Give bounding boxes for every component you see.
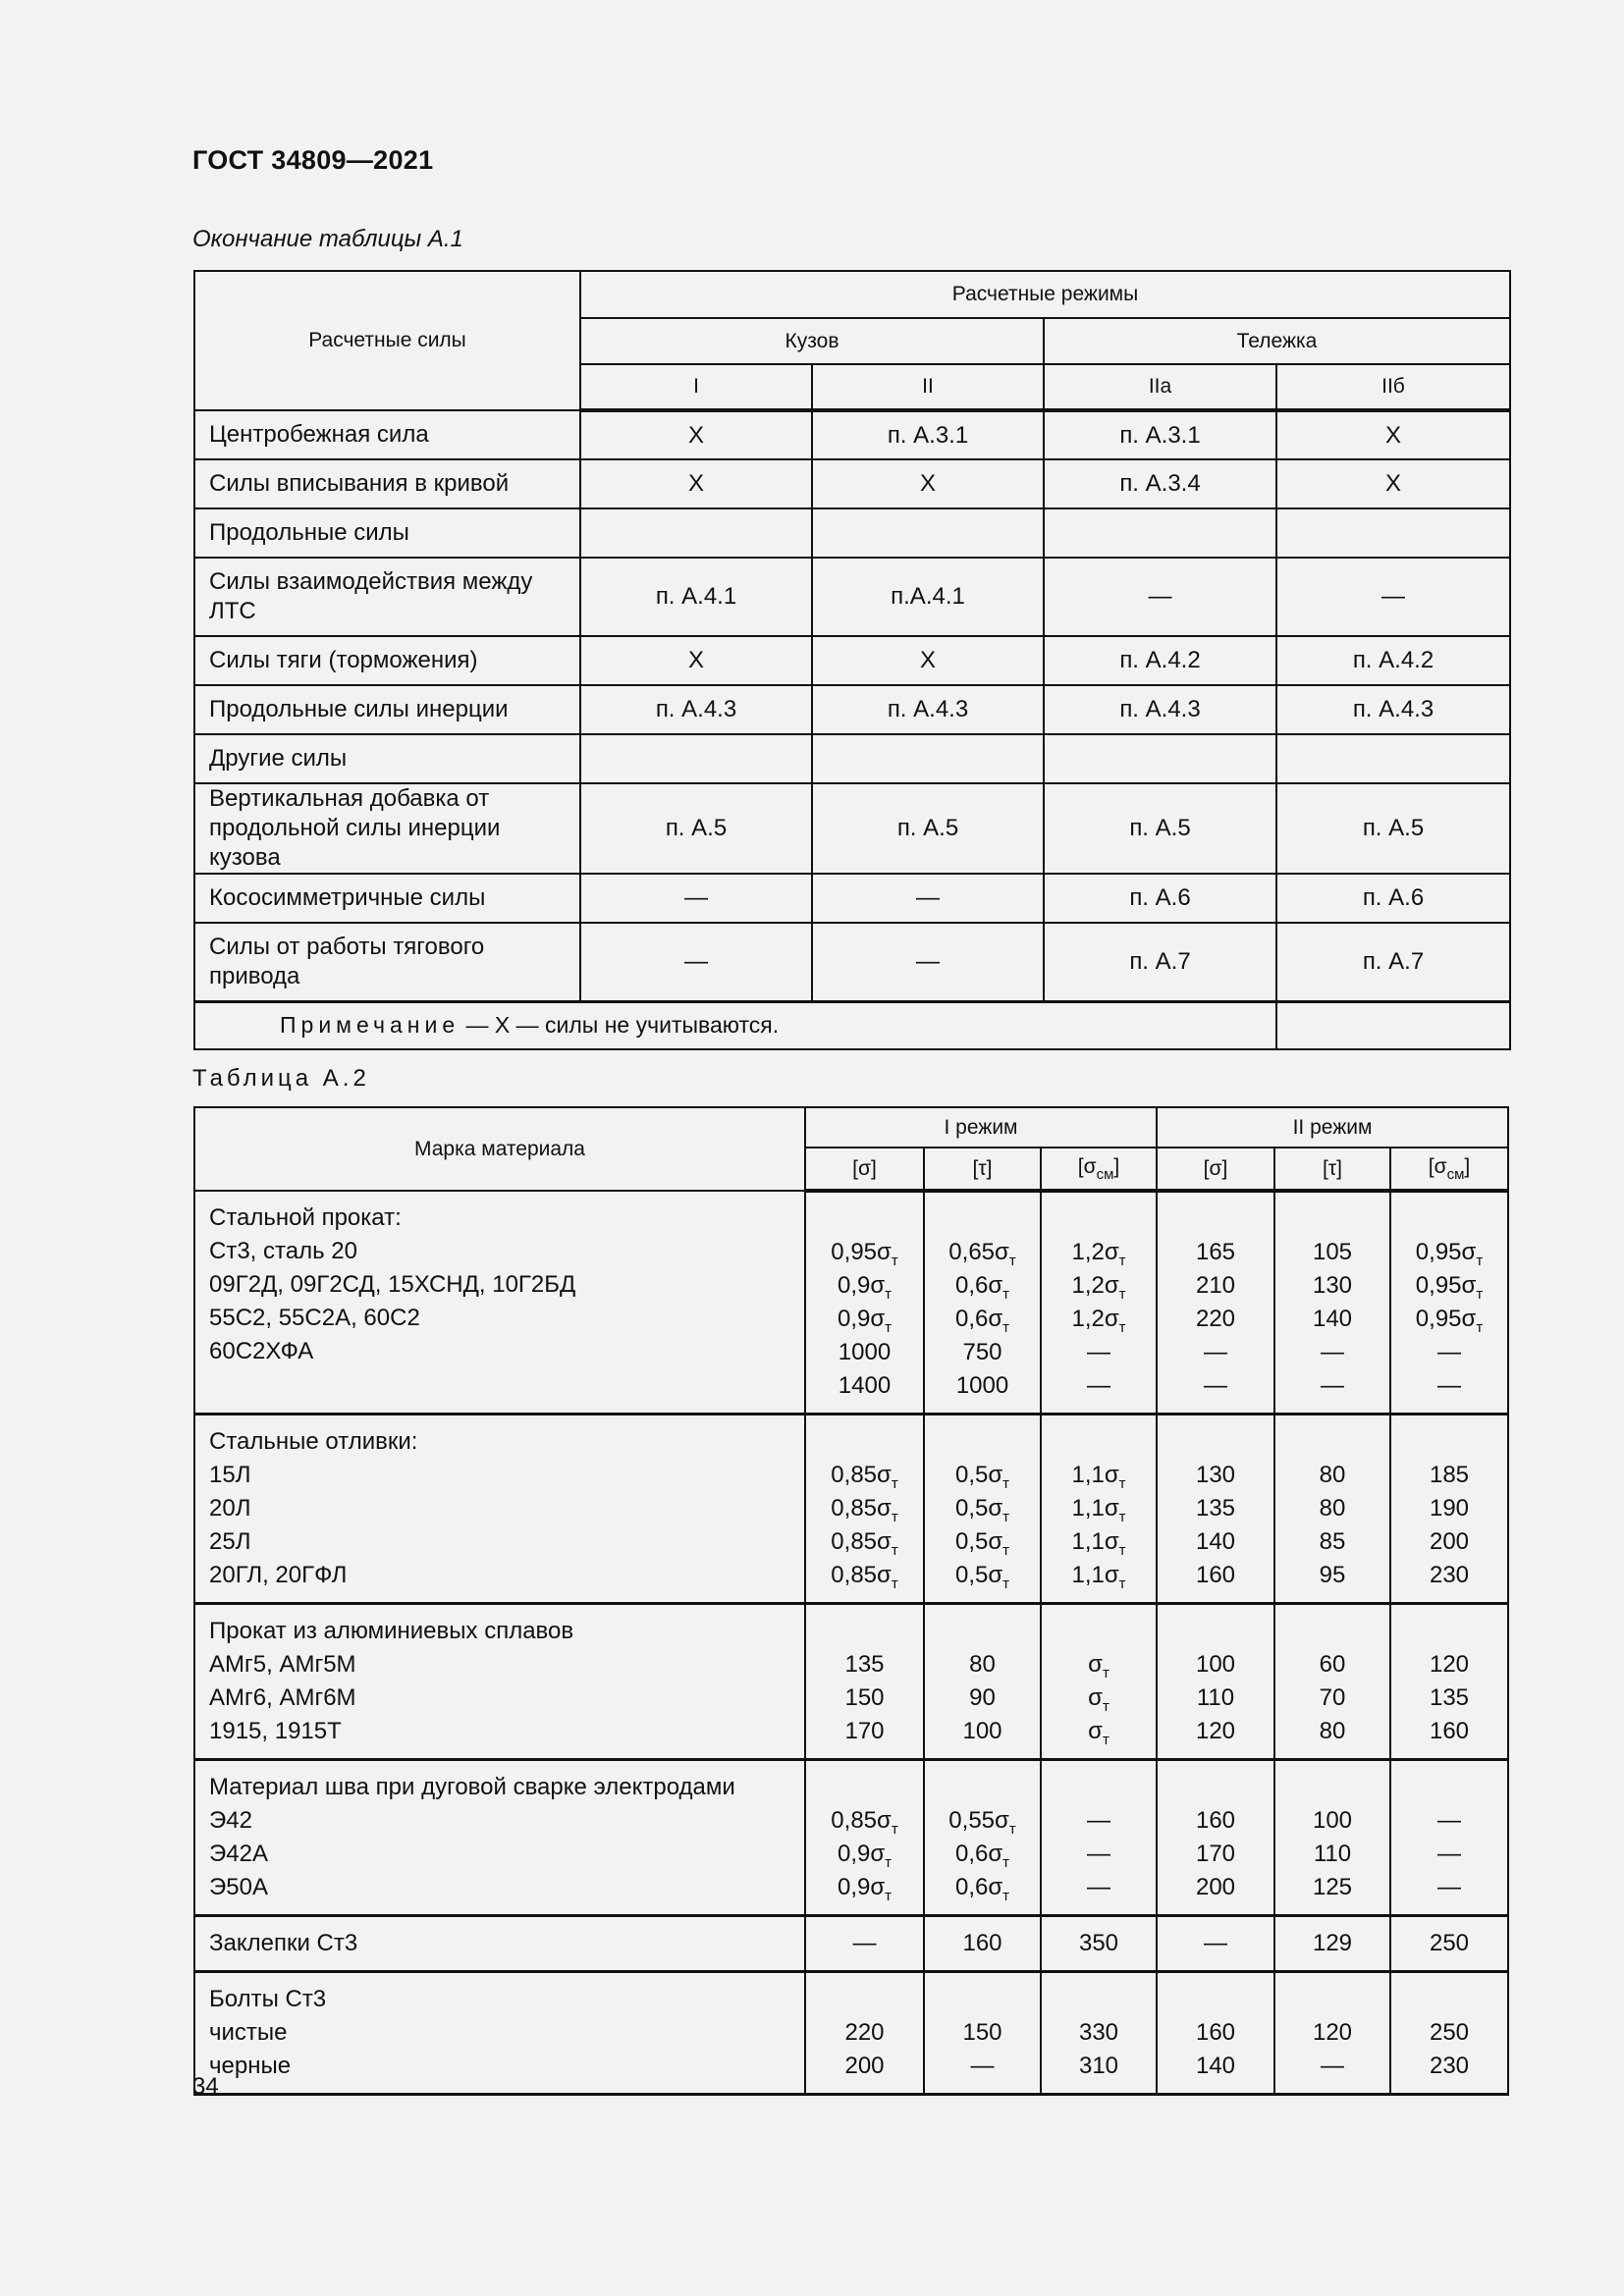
row-label: Силы тяги (торможения) [194, 636, 580, 685]
value-cell [1041, 1191, 1157, 1415]
document-title: ГОСТ 34809—2021 [192, 145, 434, 175]
value-line [806, 1615, 923, 1648]
value-line: 200 [1195, 1874, 1236, 1900]
value-line: 230 [1429, 1562, 1470, 1588]
table-a2 [193, 1106, 1509, 2096]
sub-header: [σ] [1157, 1148, 1274, 1191]
table-cell: п. А.7 [1044, 923, 1276, 1001]
page-number: 34 [192, 2073, 219, 2100]
row-label: Вертикальная добавка от продольной силы инерции кузова [194, 783, 580, 874]
value-line: 120 [1195, 1718, 1236, 1744]
table-cell [1276, 1001, 1510, 1049]
value-line: 140 [1312, 1306, 1353, 1332]
note-word: Примечание [280, 1012, 460, 1039]
value-line: 100 [962, 1718, 1002, 1744]
table-cell: X [812, 459, 1044, 508]
row-label: Кососимметричные силы [194, 874, 580, 923]
header-mode: IIб [1276, 364, 1510, 410]
material-line: Стальные отливки: [209, 1428, 418, 1455]
value-line: 100 [1312, 1807, 1353, 1834]
sub-header: $[\sigma_{см}]$ [1041, 1148, 1157, 1191]
value-line: $0,6\sigma_т$ [954, 1272, 1010, 1303]
value-line: $0,9\sigma_т$ [837, 1841, 893, 1871]
row-label: Другие силы [194, 734, 580, 783]
value-line [1042, 1771, 1156, 1804]
material-line: черные [209, 2053, 292, 2079]
table-row [194, 459, 1510, 508]
value-line: $\sigma_т$ [1088, 1684, 1110, 1715]
value-cell [1041, 1604, 1157, 1760]
table-cell: п. А.4.1 [580, 558, 812, 636]
value-line: 130 [1195, 1462, 1236, 1488]
table-cell: — [580, 923, 812, 1001]
table-cell: X [580, 410, 812, 459]
value-line: $0,9\sigma_т$ [837, 1874, 893, 1904]
table-cell: п.А.4.1 [812, 558, 1044, 636]
material-cell [194, 1415, 805, 1604]
row-label: Силы вписывания в кривой [194, 459, 580, 508]
value-line [1391, 1615, 1507, 1648]
value-line: 60 [1319, 1651, 1346, 1678]
value-line [1042, 1202, 1156, 1236]
value-cell [805, 1760, 924, 1916]
value-line: $1,2\sigma_т$ [1071, 1272, 1126, 1303]
value-line: 230 [1429, 2053, 1470, 2079]
value-line: $0,85\sigma_т$ [831, 1562, 898, 1592]
table-cell: п. А.6 [1044, 874, 1276, 923]
value-line: $0,65\sigma_т$ [948, 1239, 1016, 1269]
value-line: 80 [1319, 1462, 1346, 1488]
table-cell: п. А.5 [812, 783, 1044, 874]
table-cell: — [1276, 558, 1510, 636]
value-line: $0,85\sigma_т$ [831, 1807, 898, 1838]
value-line: $0,6\sigma_т$ [954, 1841, 1010, 1871]
value-cell [924, 1191, 1041, 1415]
value-line: — [1087, 1841, 1110, 1867]
table-cell: п. А.5 [1044, 783, 1276, 874]
value-cell [1274, 1604, 1390, 1760]
value-cell [924, 1972, 1041, 2095]
value-cell [1274, 1415, 1390, 1604]
table-row [194, 410, 1510, 459]
material-line: Э50А [209, 1874, 268, 1900]
value-line [925, 1983, 1040, 2016]
material-line: 20Л [209, 1495, 251, 1522]
sub-header: [τ] [924, 1148, 1041, 1191]
header-mode-2: II режим [1157, 1107, 1508, 1148]
value-cell [1041, 1916, 1157, 1972]
value-cell [924, 1415, 1041, 1604]
value-line [1391, 1202, 1507, 1236]
table-row [194, 1604, 1508, 1760]
table-row [194, 783, 1510, 874]
value-line: $0,85\sigma_т$ [831, 1528, 898, 1559]
value-line: 140 [1195, 2053, 1236, 2079]
value-line [1391, 1425, 1507, 1459]
value-line: — [1437, 1841, 1461, 1867]
value-line: 80 [969, 1651, 996, 1678]
table-cell: п. А.3.4 [1044, 459, 1276, 508]
value-line: 185 [1429, 1462, 1470, 1488]
value-line: 750 [962, 1339, 1002, 1365]
table-cell: — [580, 874, 812, 923]
table-cell: п. А.4.2 [1276, 636, 1510, 685]
value-line: 160 [962, 1930, 1002, 1956]
value-line: 210 [1195, 1272, 1236, 1299]
table-cell: X [1276, 410, 1510, 459]
value-cell [1390, 1191, 1508, 1415]
value-cell [805, 1415, 924, 1604]
header-mode-1: I режим [805, 1107, 1157, 1148]
value-line: $0,9\sigma_т$ [837, 1306, 893, 1336]
value-line: — [1437, 1874, 1461, 1900]
material-line: Стальной прокат: [209, 1204, 402, 1231]
value-line [1275, 1425, 1389, 1459]
row-label: Продольные силы [194, 508, 580, 558]
value-line: 170 [1195, 1841, 1236, 1867]
header-modes: Расчетные режимы [580, 271, 1510, 318]
table-cell [1276, 734, 1510, 783]
value-line: 80 [1319, 1495, 1346, 1522]
material-line: Прокат из алюминиевых сплавов [209, 1618, 574, 1644]
table-cell: X [580, 636, 812, 685]
value-line: $0,9\sigma_т$ [837, 1272, 893, 1303]
table-cell: п. А.5 [1276, 783, 1510, 874]
value-line: $0,55\sigma_т$ [948, 1807, 1016, 1838]
value-line: — [1321, 1339, 1344, 1365]
value-line: 85 [1319, 1528, 1346, 1555]
table-cell [1044, 734, 1276, 783]
value-line: 70 [1319, 1684, 1346, 1711]
table-cell [812, 508, 1044, 558]
header-mode: IIa [1044, 364, 1276, 410]
value-cell [1390, 1760, 1508, 1916]
table-cell: — [812, 923, 1044, 1001]
table-cell: п. А.6 [1276, 874, 1510, 923]
value-line: $0,5\sigma_т$ [954, 1528, 1010, 1559]
value-line: — [1087, 1372, 1110, 1399]
value-line: $0,85\sigma_т$ [831, 1462, 898, 1492]
value-line [1275, 1202, 1389, 1236]
value-line: 120 [1429, 1651, 1470, 1678]
value-cell [924, 1604, 1041, 1760]
value-line: — [970, 2053, 995, 2079]
material-line: 20ГЛ, 20ГФЛ [209, 1562, 348, 1588]
value-line: $\sigma_т$ [1088, 1718, 1110, 1748]
material-line: Э42А [209, 1841, 268, 1867]
value-cell [1274, 1972, 1390, 2095]
value-line [1158, 1202, 1273, 1236]
value-line [806, 1202, 923, 1236]
value-line: 150 [844, 1684, 885, 1711]
value-cell [805, 1604, 924, 1760]
value-line: 200 [1429, 1528, 1470, 1555]
value-line: $1,2\sigma_т$ [1071, 1306, 1126, 1336]
material-line: АМг5, АМг5М [209, 1651, 356, 1678]
value-line: 1000 [838, 1339, 892, 1365]
sub-header: $[\sigma_{см}]$ [1390, 1148, 1508, 1191]
value-line: — [1437, 1372, 1461, 1399]
material-cell [194, 1916, 805, 1972]
material-line: 60С2ХФА [209, 1338, 314, 1364]
table-row [194, 558, 1510, 636]
value-line: 160 [1429, 1718, 1470, 1744]
material-line: Э42 [209, 1807, 252, 1834]
table-a2-caption: Таблица А.2 [192, 1065, 370, 1092]
material-line: Материал шва при дуговой сварке электродами [209, 1774, 735, 1800]
table-cell: — [812, 874, 1044, 923]
value-line: 1000 [955, 1372, 1009, 1399]
value-line [925, 1615, 1040, 1648]
value-line: 90 [969, 1684, 996, 1711]
value-line: 95 [1319, 1562, 1346, 1588]
table-row [194, 734, 1510, 783]
value-line: $0,5\sigma_т$ [954, 1562, 1010, 1592]
value-cell [924, 1916, 1041, 1972]
value-line: 80 [1319, 1718, 1346, 1744]
value-cell [1390, 1415, 1508, 1604]
value-line: 310 [1078, 2053, 1119, 2079]
value-cell [1157, 1604, 1274, 1760]
value-line: — [1087, 1339, 1110, 1365]
value-line: 220 [844, 2019, 885, 2046]
value-cell [805, 1916, 924, 1972]
table-cell: X [580, 459, 812, 508]
value-line: — [1321, 1372, 1344, 1399]
value-line: — [1087, 1874, 1110, 1900]
value-line [1275, 1615, 1389, 1648]
value-line: 330 [1078, 2019, 1119, 2046]
table-cell: п. А.5 [580, 783, 812, 874]
table-a1-note [194, 1001, 1276, 1049]
value-cell [1390, 1604, 1508, 1760]
value-line [806, 1425, 923, 1459]
table-row [194, 874, 1510, 923]
table-cell [580, 734, 812, 783]
value-line: 250 [1429, 1930, 1470, 1956]
value-line: 350 [1078, 1930, 1119, 1956]
value-line [1042, 1425, 1156, 1459]
value-cell [1041, 1415, 1157, 1604]
value-line: — [852, 1930, 877, 1956]
value-line: 160 [1195, 1807, 1236, 1834]
row-label: Силы от работы тягового привода [194, 923, 580, 1001]
material-cell [194, 1191, 805, 1415]
sub-header: [σ] [805, 1148, 924, 1191]
table-cell: п. А.4.3 [580, 685, 812, 734]
header-mode: II [812, 364, 1044, 410]
value-line: $0,95\sigma_т$ [1415, 1306, 1484, 1336]
table-row [194, 1760, 1508, 1916]
value-line [806, 1983, 923, 2016]
value-cell [1157, 1191, 1274, 1415]
value-cell [1274, 1760, 1390, 1916]
table-cell: п. А.3.1 [1044, 410, 1276, 459]
row-label: Силы взаимодействия между ЛТС [194, 558, 580, 636]
value-cell [1041, 1760, 1157, 1916]
value-line: $1,2\sigma_т$ [1071, 1239, 1126, 1269]
value-line: 130 [1312, 1272, 1353, 1299]
value-line [1158, 1771, 1273, 1804]
value-cell [805, 1972, 924, 2095]
value-line: 110 [1313, 1841, 1352, 1867]
material-line: АМг6, АМг6М [209, 1684, 356, 1711]
value-line: $0,95\sigma_т$ [1415, 1272, 1484, 1303]
value-line: — [1437, 1807, 1461, 1834]
value-line: $0,95\sigma_т$ [1415, 1239, 1484, 1269]
value-cell [1390, 1916, 1508, 1972]
table-cell [1276, 508, 1510, 558]
material-line: Ст3, сталь 20 [209, 1238, 357, 1264]
value-line: $0,5\sigma_т$ [954, 1495, 1010, 1525]
value-line: $1,1\sigma_т$ [1071, 1562, 1126, 1592]
value-line: 135 [1429, 1684, 1470, 1711]
value-line: 160 [1195, 2019, 1236, 2046]
row-label: Центробежная сила [194, 410, 580, 459]
value-line [1275, 1983, 1389, 2016]
table-cell: X [812, 636, 1044, 685]
value-line [925, 1425, 1040, 1459]
value-line: $0,85\sigma_т$ [831, 1495, 898, 1525]
value-cell [805, 1191, 924, 1415]
value-cell [1274, 1916, 1390, 1972]
table-row [194, 636, 1510, 685]
value-line [925, 1771, 1040, 1804]
value-line: 129 [1312, 1930, 1353, 1956]
material-line: 1915, 1915Т [209, 1718, 342, 1744]
material-line: Заклепки Ст3 [209, 1930, 358, 1956]
value-line [1391, 1771, 1507, 1804]
value-line: 250 [1429, 2019, 1470, 2046]
value-line: — [1204, 1339, 1227, 1365]
value-line: $0,6\sigma_т$ [954, 1306, 1010, 1336]
value-line: 110 [1196, 1684, 1235, 1711]
table-row [194, 923, 1510, 1001]
material-line: Болты Ст3 [209, 1986, 327, 2012]
value-line: 200 [844, 2053, 885, 2079]
value-cell [1157, 1916, 1274, 1972]
value-line: $1,1\sigma_т$ [1071, 1495, 1126, 1525]
value-line: — [1321, 2053, 1344, 2079]
material-cell [194, 1604, 805, 1760]
value-line: 135 [844, 1651, 885, 1678]
value-line [806, 1771, 923, 1804]
material-line: 09Г2Д, 09Г2СД, 15ХСНД, 10Г2БД [209, 1271, 576, 1298]
value-line: $\sigma_т$ [1088, 1651, 1110, 1682]
value-cell [1157, 1972, 1274, 2095]
table-cell [812, 734, 1044, 783]
value-line: 140 [1195, 1528, 1236, 1555]
material-line: 25Л [209, 1528, 251, 1555]
material-line: чистые [209, 2019, 288, 2046]
value-line [925, 1202, 1040, 1236]
table-cell [1044, 508, 1276, 558]
value-line: $0,6\sigma_т$ [954, 1874, 1010, 1904]
header-mode: I [580, 364, 812, 410]
value-line: 165 [1195, 1239, 1236, 1265]
value-line: 150 [962, 2019, 1002, 2046]
value-line: — [1204, 1930, 1227, 1956]
value-line [1158, 1615, 1273, 1648]
table-cell [580, 508, 812, 558]
value-cell [1041, 1972, 1157, 2095]
value-line: $1,1\sigma_т$ [1071, 1528, 1126, 1559]
table-row [194, 685, 1510, 734]
value-line: — [1087, 1807, 1110, 1834]
value-cell [1390, 1972, 1508, 2095]
value-line: — [1204, 1372, 1227, 1399]
table-cell: п. А.4.3 [1276, 685, 1510, 734]
table-a1 [193, 270, 1511, 1050]
table-cell: п. А.4.3 [812, 685, 1044, 734]
value-line: $0,5\sigma_т$ [954, 1462, 1010, 1492]
sub-header: [τ] [1274, 1148, 1390, 1191]
value-line [1042, 1983, 1156, 2016]
value-line: 170 [844, 1718, 885, 1744]
table-cell: — [1044, 558, 1276, 636]
header-bogie: Тележка [1044, 318, 1510, 364]
table-row [194, 1191, 1508, 1415]
value-cell [1157, 1415, 1274, 1604]
value-line [1158, 1425, 1273, 1459]
material-line: 55С2, 55С2А, 60С2 [209, 1305, 420, 1331]
value-cell [1157, 1760, 1274, 1916]
note-text: — X — силы не учитываются. [460, 1012, 780, 1039]
value-line: 190 [1429, 1495, 1470, 1522]
value-line [1158, 1983, 1273, 2016]
material-line: 15Л [209, 1462, 251, 1488]
header-material: Марка материала [194, 1107, 805, 1191]
row-label: Продольные силы инерции [194, 685, 580, 734]
value-line: 120 [1312, 2019, 1353, 2046]
header-body: Кузов [580, 318, 1044, 364]
value-line: 125 [1312, 1874, 1353, 1900]
value-line [1042, 1615, 1156, 1648]
table-cell: п. А.4.3 [1044, 685, 1276, 734]
table-cell: п. А.3.1 [812, 410, 1044, 459]
value-line: 160 [1195, 1562, 1236, 1588]
value-cell [924, 1760, 1041, 1916]
table-cell: п. А.7 [1276, 923, 1510, 1001]
table-row [194, 1972, 1508, 2095]
value-line: $0,95\sigma_т$ [831, 1239, 898, 1269]
value-line [1275, 1771, 1389, 1804]
table-cell: X [1276, 459, 1510, 508]
table-row [194, 1415, 1508, 1604]
value-line: 105 [1312, 1239, 1353, 1265]
value-line: — [1437, 1339, 1461, 1365]
material-cell [194, 1760, 805, 1916]
value-line: 100 [1195, 1651, 1236, 1678]
value-cell [1274, 1191, 1390, 1415]
value-line: $1,1\sigma_т$ [1071, 1462, 1126, 1492]
value-line: 1400 [838, 1372, 892, 1399]
material-cell [194, 1972, 805, 2095]
table-cell: п. А.4.2 [1044, 636, 1276, 685]
header-forces: Расчетные силы [194, 271, 580, 410]
table-row [194, 1916, 1508, 1972]
table-row [194, 508, 1510, 558]
value-line: 220 [1195, 1306, 1236, 1332]
value-line [1391, 1983, 1507, 2016]
value-line: 135 [1195, 1495, 1236, 1522]
table-a1-caption: Окончание таблицы А.1 [192, 226, 463, 252]
